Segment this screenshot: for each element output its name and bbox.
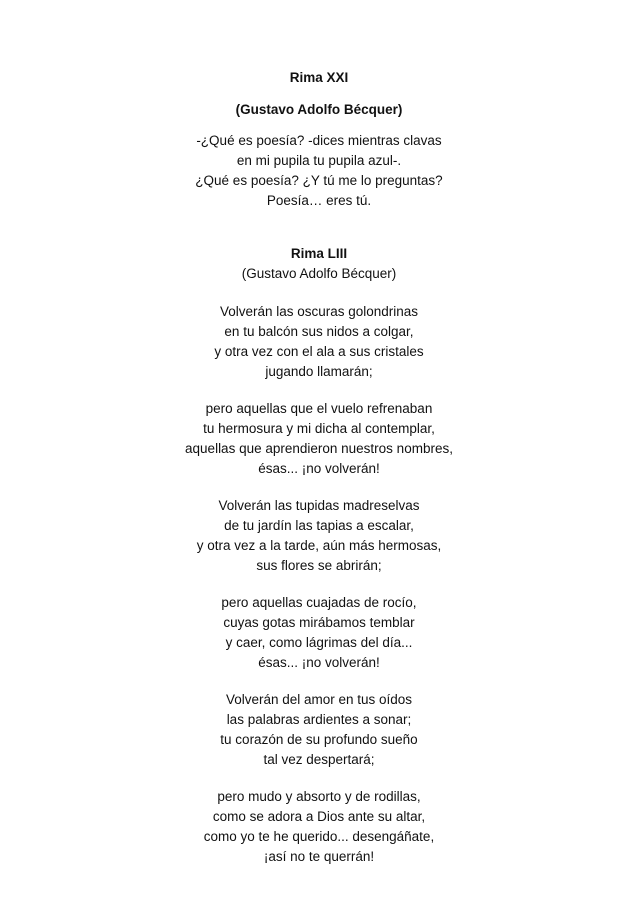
poem-line: como se adora a Dios ante su altar, xyxy=(212,809,426,824)
stanza xyxy=(0,302,638,382)
stanza xyxy=(0,131,638,211)
poem-line: ¿Qué es poesía? ¿Y tú me lo preguntas? xyxy=(195,173,443,188)
poem-line: en tu balcón sus nidos a colgar, xyxy=(224,324,414,339)
poem-line: tal vez despertará; xyxy=(263,752,375,767)
poem-line: sus flores se abrirán; xyxy=(256,558,382,573)
poem-line: aquellas que aprendieron nuestros nombres, xyxy=(185,441,453,456)
poem-line: Volverán las tupidas madreselvas xyxy=(218,498,420,513)
poem-line: jugando llamarán; xyxy=(265,364,373,379)
document-content xyxy=(0,68,638,867)
poem-line: tu corazón de su profundo sueño xyxy=(220,732,418,747)
poem-line: pero aquellas cuajadas de rocío, xyxy=(221,595,417,610)
poem-line: Volverán las oscuras golondrinas xyxy=(219,304,419,319)
poem-title: Rima LIII xyxy=(290,246,348,261)
poem-line: ¡así no te querrán! xyxy=(263,849,375,864)
poem-line: y caer, como lágrimas del día... xyxy=(225,635,413,650)
poem-rima-liii xyxy=(0,244,638,867)
poem-line: Volverán del amor en tus oídos xyxy=(225,692,413,707)
poem-line: y otra vez con el ala a sus cristales xyxy=(214,344,424,359)
poem-line: -¿Qué es poesía? -dices mientras clavas xyxy=(196,133,442,148)
poem-line: pero mudo y absorto y de rodillas, xyxy=(217,789,421,804)
poem-rima-xxi xyxy=(0,68,638,211)
stanza xyxy=(0,496,638,576)
stanza xyxy=(0,787,638,867)
stanza xyxy=(0,593,638,673)
poem-line: tu hermosura y mi dicha al contemplar, xyxy=(203,421,435,436)
poem-author: (Gustavo Adolfo Bécquer) xyxy=(241,266,397,281)
poem-line: pero aquellas que el vuelo refrenaban xyxy=(205,401,433,416)
poem-line: en mi pupila tu pupila azul-. xyxy=(236,153,402,168)
poem-line: de tu jardín las tapias a escalar, xyxy=(224,518,414,533)
poem-line: las palabras ardientes a sonar; xyxy=(226,712,412,727)
poem-line: como yo te he querido... desengáñate, xyxy=(203,829,435,844)
poem-line: ésas... ¡no volverán! xyxy=(258,461,380,476)
poem-author: (Gustavo Adolfo Bécquer) xyxy=(235,102,403,117)
poem-line: Poesía… eres tú. xyxy=(266,193,372,208)
stanza xyxy=(0,690,638,770)
stanza xyxy=(0,399,638,479)
poem-line: cuyas gotas mirábamos temblar xyxy=(223,615,415,630)
poem-title: Rima XXI xyxy=(289,70,349,85)
poem-line: y otra vez a la tarde, aún más hermosas, xyxy=(196,538,442,553)
poem-line: ésas... ¡no volverán! xyxy=(258,655,380,670)
